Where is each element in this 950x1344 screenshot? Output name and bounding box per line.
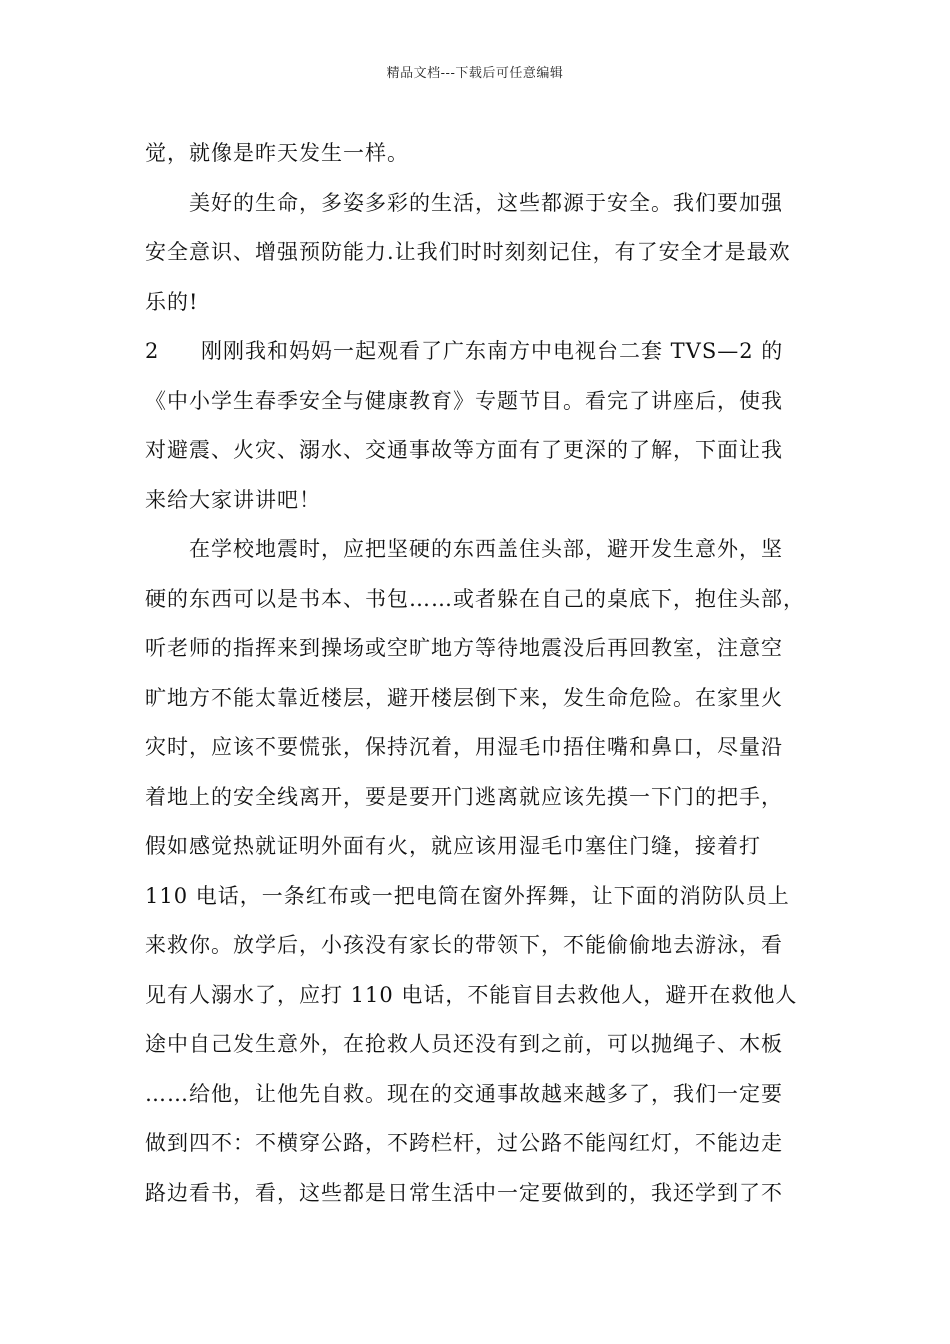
text-line: 乐的! bbox=[145, 289, 199, 314]
page-header: 精品文档---下载后可任意编辑 bbox=[386, 66, 564, 81]
text-line: 安全意识、增强预防能力.让我们时时刻刻记住，有了安全才是最欢 bbox=[145, 240, 791, 264]
numbered-line bbox=[145, 327, 810, 377]
text-line: 来救你。放学后，小孩没有家长的带领下，不能偷偷地去游泳，看 bbox=[145, 933, 783, 957]
text-line: 硬的东西可以是书本、书包……或者躲在自己的桌底下，抱住头部， bbox=[145, 586, 805, 611]
text-line: 做到四不：不横穿公路，不跨栏杆，过公路不能闯红灯，不能边走 bbox=[145, 1131, 783, 1155]
text-line: 途中自己发生意外，在抢救人员还没有到之前，可以抛绳子、木板 bbox=[145, 1032, 783, 1056]
text-line: 旷地方不能太靠近楼层，避开楼层倒下来，发生命危险。在家里火 bbox=[145, 685, 783, 710]
text-line: 110 电话，一条红布或一把电筒在窗外挥舞，让下面的消防队员上 bbox=[145, 883, 790, 908]
text-line: 来给大家讲讲吧！ bbox=[145, 487, 321, 512]
text-line: 听老师的指挥来到操场或空旷地方等待地震没后再回教室，注意空 bbox=[145, 636, 783, 660]
text-line: 刚刚我和妈妈一起观看了广东南方中电视台二套 TVS—2 的 bbox=[201, 339, 784, 363]
document-body bbox=[145, 129, 810, 1218]
text-line: 着地上的安全线离开，要是要开门逃离就应该先摸一下门的把手， bbox=[145, 784, 783, 809]
paragraph-first-line: 美好的生命，多姿多彩的生活，这些都源于安全。我们要加强 bbox=[189, 190, 783, 215]
section-number: 2 bbox=[145, 339, 160, 363]
text-line: 假如感觉热就证明外面有火，就应该用湿毛巾塞住门缝，接着打 bbox=[145, 834, 761, 858]
text-line: 觉，就像是昨天发生一样。 bbox=[145, 141, 409, 165]
text-line: 路边看书，看，这些都是日常生活中一定要做到的，我还学到了不 bbox=[145, 1180, 783, 1205]
text-line: ……给他，让他先自救。现在的交通事故越来越多了，我们一定要 bbox=[145, 1081, 783, 1106]
text-line: 《中小学生春季安全与健康教育》专题节目。看完了讲座后，使我 bbox=[145, 388, 783, 413]
text-line: 灾时，应该不要慌张，保持沉着，用湿毛巾捂住嘴和鼻口，尽量沿 bbox=[145, 735, 783, 759]
text-line: 见有人溺水了，应打 110 电话，不能盲目去救他人，避开在救他人 bbox=[145, 982, 798, 1007]
text-line: 对避震、火灾、溺水、交通事故等方面有了更深的了解，下面让我 bbox=[145, 438, 783, 462]
paragraph-first-line: 在学校地震时，应把坚硬的东西盖住头部，避开发生意外，坚 bbox=[189, 537, 783, 561]
